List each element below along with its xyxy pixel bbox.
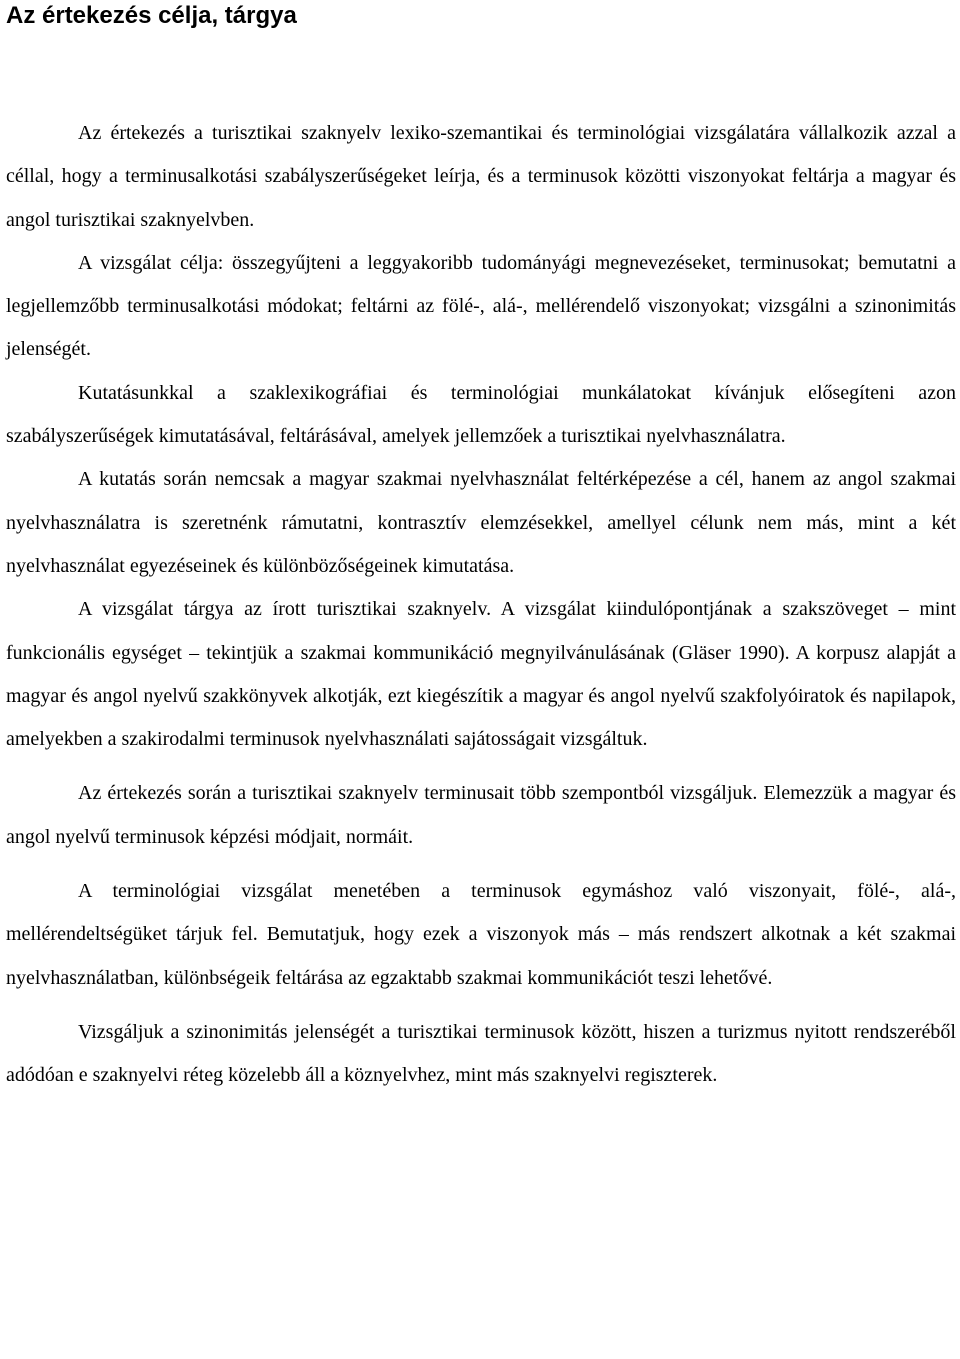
paragraph-7: A terminológiai vizsgálat menetében a terminusok egymáshoz való viszonyait, fölé-, alá-, mellérendeltségüket tárjuk fel. Bemutatjuk, hogy ezek a viszonyok más – más rendszert alkotnak a két szakmai nyelvhasználatban, különbségeik feltárása az egzaktabb szakmai kommunikációt teszi lehetővé. (6, 880, 956, 989)
paragraph-2: A vizsgálat célja: összegyűjteni a leggyakoribb tudományági megnevezéseket, terminusokat; bemutatni a legjellemzőbb terminusalkotási módokat; feltárni az fölé-, alá-, mellérendelő viszonyokat; vizsgálni a szinonimitás jelenségét. (6, 251, 956, 361)
paragraph-3: Kutatásunkkal a szaklexikográfiai és terminológiai munkálatokat kívánjuk elősegíteni azon szabályszerűségek kimutatásával, feltárásával, amelyek jellemzőek a turisztikai nyelvhasználatra. (6, 381, 956, 448)
paragraph-5: A vizsgálat tárgya az írott turisztikai szaknyelv. A vizsgálat kiindulópontjának a szakszöveget – mint funkcionális egységet – tekintjük a szakmai kommunikáció megnyilvánulásának (Gläser 1990). A korpusz alapját a magyar és angol nyelvű szakkönyvek alkotják, ezt kiegészítik a magyar és angol nyelvű szakfolyóiratok és napilapok, amelyekben a szakirodalmi terminusok nyelvhasználati sajátosságait vizsgáltuk. (6, 598, 956, 751)
paragraph-spacer (6, 761, 956, 772)
document-page (6, 0, 956, 1098)
paragraph-6: Az értekezés során a turisztikai szaknyelv terminusait több szempontból vizsgáljuk. Elemezzük a magyar és angol nyelvű terminusok képzési módjait, normáit. (6, 782, 956, 848)
paragraph-4: A kutatás során nemcsak a magyar szakmai nyelvhasználat feltérképezése a cél, hanem az angol szakmai nyelvhasználatra is szeretnénk rámutatni, kontrasztív elemzésekkel, amellyel célunk nem más, mint a két nyelvhasználat egyezéseinek és különbözőségeinek kimutatása. (6, 468, 956, 577)
paragraph-spacer (6, 1000, 956, 1011)
paragraph-1: Az értekezés a turisztikai szaknyelv lexiko-szemantikai és terminológiai vizsgálatára vállalkozik azzal a céllal, hogy a terminusalkotási szabályszerűségeket leírja, és a terminusok közötti viszonyokat feltárja a magyar és angol turisztikai szaknyelvben. (6, 122, 956, 231)
paragraph-8: Vizsgáljuk a szinonimitás jelenségét a turisztikai terminusok között, hiszen a turizmus nyitott rendszeréből adódóan e szaknyelvi réteg közelebb áll a köznyelvhez, mint más szaknyelvi regiszterek. (6, 1020, 956, 1087)
page-title: Az értekezés célja, tárgya (6, 2, 297, 29)
paragraph-spacer (6, 859, 956, 870)
